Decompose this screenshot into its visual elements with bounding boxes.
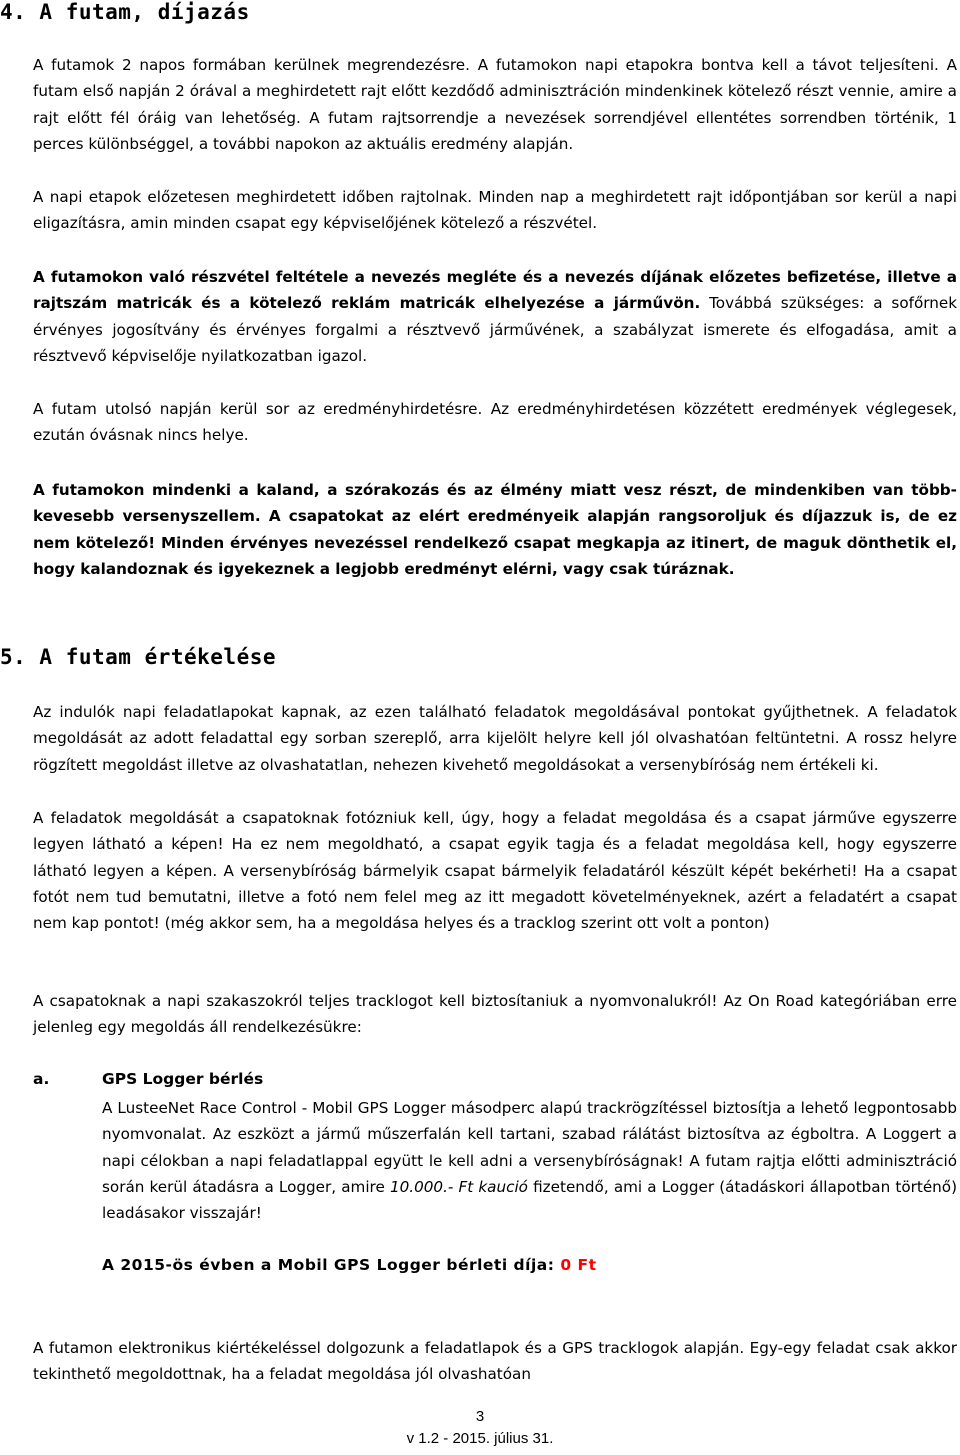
gps-logger-heading: GPS Logger bérlés (102, 1070, 264, 1088)
rental-price-value: 0 Ft (560, 1256, 597, 1274)
section-5-paragraph-2: A feladatok megoldását a csapatoknak fotózniuk kell, úgy, hogy a feladat megoldása és a csapat járműve egyszerre legyen látható a képen! Ha ez nem megoldható, a csapat egyik tagja és a feladat megoldása kell, hogy egyszerre látható legyen a képen. A versenybíróság bármelyik csapat bármelyik feladatáról készült képét bekérheti! Ha a csapat fotót nem tud bemutatni, illetve a fotó nem felel meg az itt megadott követelményeknek, azért a feladatért a csapat nem kap pontot! (még akkor sem, ha a megoldása helyes és a tracklog szerint ott volt a ponton) (33, 809, 957, 933)
section-4-paragraph-1: A futamok 2 napos formában kerülnek megrendezésre. A futamokon napi etapokra bontva kell a távot teljesíteni. A futam első napján 2 órával a meghirdetett rajt előtt kezdődő adminisztráción mindenkinek kötelező részt vennie, amire a rajt előtt fél óráig van lehetőség. A futam rajtsorrendje a nevezések sorrendjével ellentétes sorrendben történik, 1 perces különbséggel, a további napokon az aktuális eredmény alapján. (33, 56, 957, 153)
gps-logger-text-start: A LusteeNet Race Control - Mobil GPS Logger másodperc alapú trackrögzítéssel biztosítja a lehető legpontosabb nyomvonalat. Az eszközt a jármű műszerfalán kell tartani, szabad rálátást biztosítva az égboltra. A Loggert a napi célokban a napi feladatlappal együtt le kell adni a versenybíróságnak! A futam rajtja előtti adminisztráció során kerül átadásra a Logger, amire (102, 1099, 957, 1196)
document-version: v 1.2 - 2015. július 31. (406, 1430, 554, 1447)
section-5-paragraph-3: A csapatoknak a napi szakaszokról teljes tracklogot kell biztosítaniuk a nyomvonalukról! Az On Road kategóriában erre jelenleg egy megoldás áll rendelkezésükre: (33, 992, 957, 1037)
rental-price-line (102, 1256, 597, 1274)
section-4-paragraph-4: A futam utolsó napján kerül sor az eredményhirdetésre. Az eredményhirdetésen közzétett eredmények véglegesek, ezután óvásnak nincs helye. (33, 400, 957, 445)
participation-requirements: Továbbá szükséges: a sofőrnek érvényes jogosítvány és érvényes forgalmi a résztvevő járművének, a szabályzat ismerete és elfogadása, amit a résztvevő képviselője nyilatkozatban igazol. (33, 294, 957, 365)
section-5-heading: 5. A futam értékelése (0, 645, 277, 669)
section-4-paragraph-2: A napi etapok előzetesen meghirdetett időben rajtolnak. Minden nap a meghirdetett rajt időpontjában sor kerül a napi eligazításra, amin minden csapat egy képviselőjének kötelező a részvétel. (33, 188, 957, 233)
section-5-paragraph-4: A futamon elektronikus kiértékeléssel dolgozunk a feladatlapok és a GPS tracklogok alapján. Egy-egy feladat csak akkor tekinthető megoldottnak, ha a feladat megoldása jól olvashatóan (33, 1339, 957, 1384)
section-5-paragraph-1: Az indulók napi feladatlapokat kapnak, az ezen található feladatok megoldásával pontokat gyűjthetnek. A feladatok megoldását az adott feladattal egy sorban szereplő, arra kijelölt helyre kell jól olvashatóan feltüntetni. A rossz helyre rögzített megoldást illetve az olvashatatlan, nehezen kivehető megoldásokat a versenybíróság nem értékeli ki. (33, 703, 957, 774)
gps-logger-text-end: fizetendő, ami a Logger (átadáskori állapotban történő) leadásakor visszajár! (102, 1177, 958, 1223)
gps-logger-description (102, 1095, 957, 1226)
rental-price-label: A 2015-ös évben a Mobil GPS Logger bérleti díja: (102, 1256, 561, 1274)
list-marker-a: a. (33, 1070, 50, 1088)
deposit-amount: 10.000.- Ft kaució (389, 1177, 528, 1196)
section-4-paragraph-5: A futamokon mindenki a kaland, a szórakozás és az élmény miatt vesz részt, de mindenkiben van több-kevesebb versenyszellem. A csapatokat az elért eredményeik alapján rangsoroljuk és díjazzuk is, de ez nem kötelező! Minden érvényes nevezéssel rendelkező csapat megkapja az itinert, de maguk dönthetik el, hogy kalandoznak és igyekeznek a legjobb eredményt elérni, vagy csak túráznak. (33, 481, 957, 578)
page-number: 3 (475, 1408, 485, 1425)
section-4-heading: 4. A futam, díjazás (0, 0, 250, 24)
participation-conditions-bold: A futamokon való részvétel feltétele a nevezés megléte és a nevezés díjának előzetes befizetése, illetve a rajtszám matricák és a kötelező reklám matricák elhelyezése a járművön. (33, 268, 957, 313)
section-4-paragraph-3 (33, 264, 957, 369)
